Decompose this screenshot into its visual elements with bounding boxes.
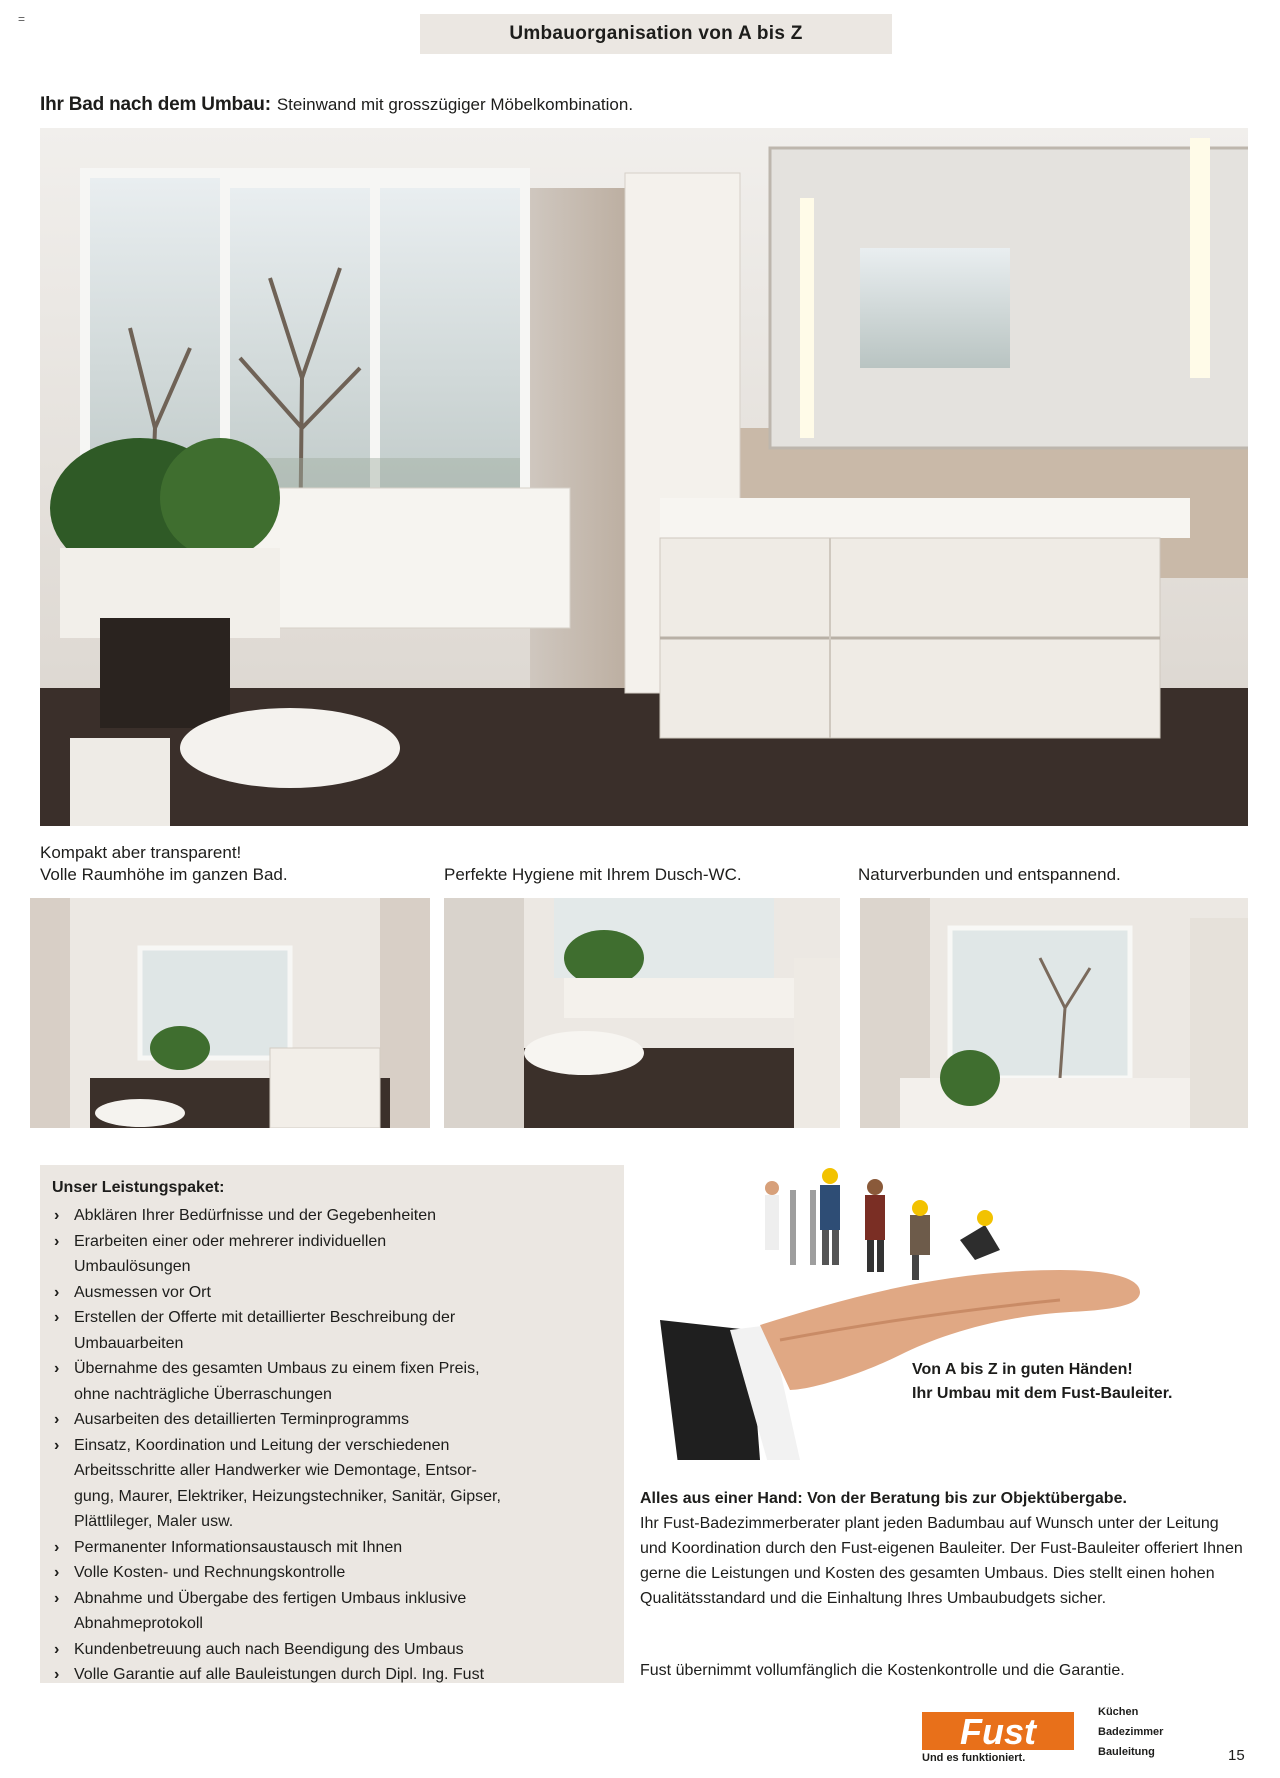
services-item: › Ausarbeiten des detaillierten Terminprogramms — [52, 1407, 612, 1433]
caption-right: Naturverbunden und entspannend. — [858, 865, 1121, 884]
logo-service-item: Küchen — [1098, 1706, 1139, 1718]
worker-figures — [765, 1168, 1000, 1280]
bathroom-photo-nature — [860, 898, 1248, 1128]
services-item: › Volle Kosten- und Rechnungskontrolle — [52, 1560, 612, 1586]
logo-name: Fust — [960, 1711, 1036, 1752]
banner-title: Umbauorganisation von A bis Z — [509, 23, 803, 44]
logo-slogan: Und es funktioniert. — [922, 1752, 1026, 1764]
promo-body-bold: Alles aus einer Hand: Von der Beratung bis zur Objektübergabe. — [640, 1490, 1127, 1507]
services-item: › Volle Garantie auf alle Bauleistungen durch Dipl. Ing. Fust — [52, 1662, 612, 1688]
bathroom-photo-compact — [30, 898, 430, 1128]
services-item: › Einsatz, Koordination und Leitung der verschiedenen Arbeitsschritte aller Handwerker wie Demontage, Entsor- gung, Maurer, Elektriker, Heizungstechniker, Sanitär, Gipser, Plättlileger, Maler usw. — [52, 1433, 612, 1535]
services-item: › Übernahme des gesamten Umbaus zu einem fixen Preis, ohne nachträgliche Überraschungen — [52, 1356, 612, 1407]
services-title: Unser Leistungspaket: — [52, 1179, 225, 1196]
heading-bold: Ihr Bad nach dem Umbau: — [40, 94, 271, 115]
caption-left: Kompakt aber transparent! Volle Raumhöhe im ganzen Bad. — [40, 843, 288, 884]
services-list — [52, 1203, 612, 1688]
logo-service-item: Bauleitung — [1098, 1746, 1155, 1758]
top-mark: = — [18, 12, 26, 26]
services-item: › Ausmessen vor Ort — [52, 1280, 612, 1306]
promo-tagline: Von A bis Z in guten Händen! Ihr Umbau mit dem Fust-Bauleiter. — [912, 1361, 1173, 1402]
services-item: › Abklären Ihrer Bedürfnisse und der Gegebenheiten — [52, 1203, 612, 1229]
section-heading — [40, 94, 633, 116]
hand-workers-illustration — [640, 1160, 1240, 1460]
services-item: › Kundenbetreuung auch nach Beendigung des Umbaus — [52, 1637, 612, 1663]
heading-text: Steinwand mit grosszügiger Möbelkombination. — [276, 95, 634, 114]
services-item: › Erstellen der Offerte mit detaillierter Beschreibung der Umbauarbeiten — [52, 1305, 612, 1356]
page-banner — [420, 14, 892, 54]
page-number: 15 — [1228, 1747, 1245, 1764]
bathroom-photo-dusch-wc — [444, 898, 840, 1128]
promo-body-text: Ihr Fust-Badezimmerberater plant jeden Badumbau auf Wunsch unter der Leitung und Koordination durch den Fust-eigenen Bauleiter. Der Fust-Bauleiter offeriert Ihnen gerne die Leistungen und Kosten des gesamten Umbaus. Dies stellt einen hohen Qualitätsstandard und die Einhaltung Ihres Umbaubudgets sicher. — [640, 1515, 1243, 1607]
services-item: › Abnahme und Übergabe des fertigen Umbaus inklusive Abnahmeprotokoll — [52, 1586, 612, 1637]
logo-service-item: Badezimmer — [1098, 1726, 1164, 1738]
main-bathroom-photo — [40, 128, 1248, 826]
caption-middle: Perfekte Hygiene mit Ihrem Dusch-WC. — [444, 865, 742, 884]
promo-closing: Fust übernimmt vollumfänglich die Kostenkontrolle und die Garantie. — [640, 1662, 1125, 1679]
services-item: › Erarbeiten einer oder mehrerer individuellen Umbaulösungen — [52, 1229, 612, 1280]
services-item: › Permanenter Informationsaustausch mit Ihnen — [52, 1535, 612, 1561]
services-box — [40, 1165, 624, 1683]
logo-services — [1098, 1702, 1163, 1762]
promo-body — [640, 1486, 1245, 1611]
fust-logo — [922, 1708, 1074, 1752]
